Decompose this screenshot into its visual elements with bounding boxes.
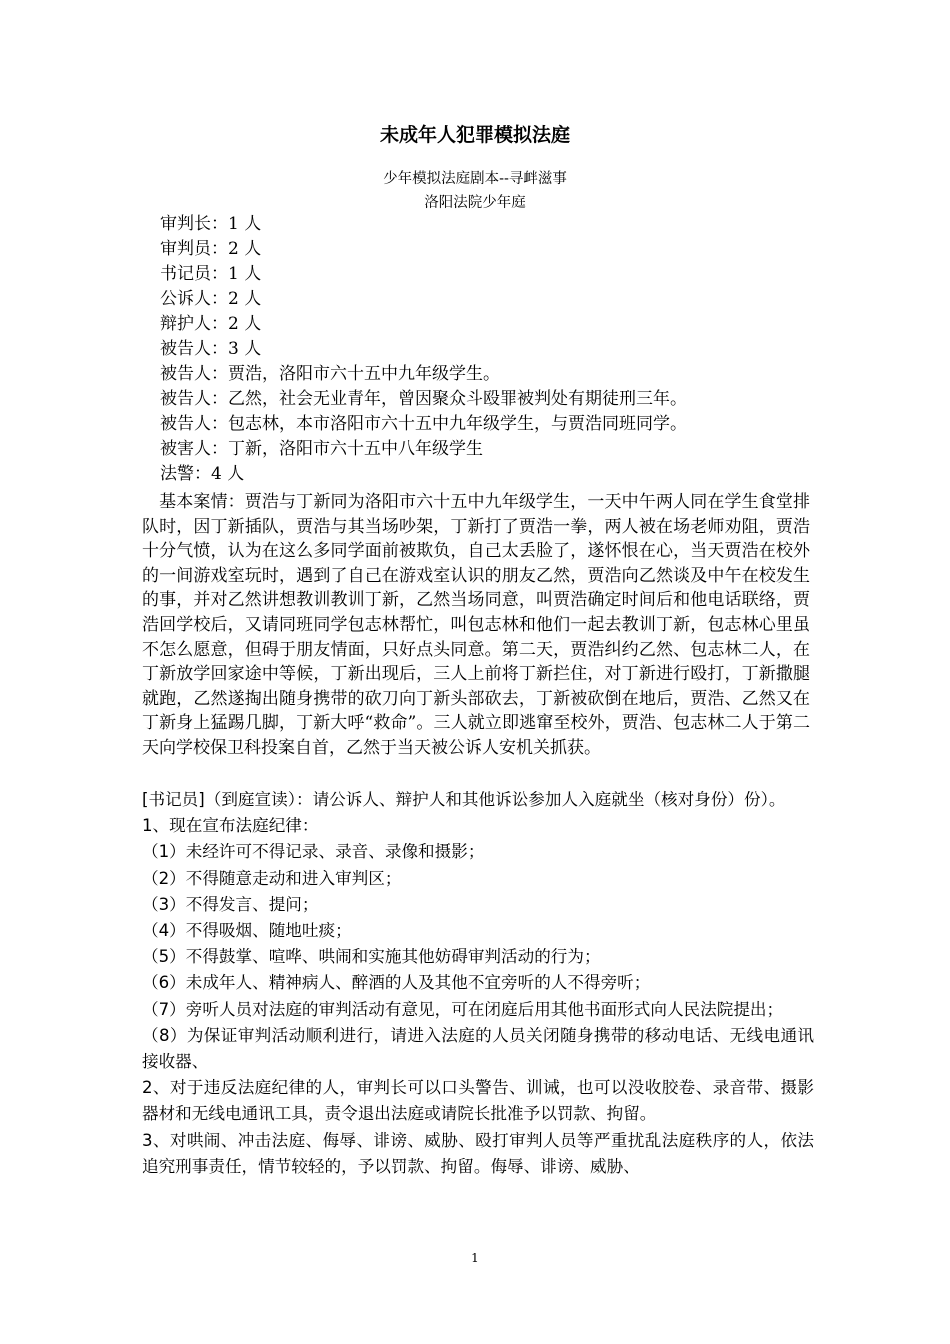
- document-title: 未成年人犯罪模拟法庭: [379, 124, 570, 146]
- procedure-paragraph: [书记员]（到庭宣读）：请公诉人、辩护人和其他诉讼参加人入庭就坐（核对身份）份）。: [142, 790, 786, 809]
- procedure-paragraph: 1、现在宣布法庭纪律：: [142, 816, 319, 836]
- procedure-paragraph: （8）为保证审判活动顺利进行，请进入法庭的人员关闭随身携带的移动电话、无线电通讯接收器、: [142, 1025, 814, 1072]
- procedure-paragraph: （5）不得鼓掌、喧哗、哄闹和实施其他妨碍审判活动的行为；: [142, 947, 601, 967]
- cast-item: 被害人：丁新，洛阳市六十五中八年级学生: [160, 439, 483, 459]
- cast-item: 辩护人：2 人: [160, 314, 262, 334]
- cast-item: 审判员：2 人: [160, 239, 262, 259]
- cast-item: 法警：4 人: [160, 464, 245, 484]
- procedure-paragraph: （2）不得随意走动和进入审判区；: [142, 868, 402, 888]
- procedure-paragraph: （7）旁听人员对法庭的审判活动有意见，可在闭庭后用其他书面形式向人民法院提出；: [142, 999, 784, 1019]
- cast-list: [160, 212, 687, 487]
- script-subtitle: 少年模拟法庭剧本--寻衅滋事: [383, 171, 567, 187]
- procedure-paragraph: （1）未经许可不得记录、录音、录像和摄影；: [142, 842, 485, 862]
- court-subtitle: 洛阳法院少年庭: [424, 195, 526, 211]
- cast-item: 书记员：1 人: [160, 264, 262, 284]
- court-procedure: [142, 787, 814, 1180]
- cast-item: 公诉人：2 人: [160, 289, 262, 309]
- cast-item: 审判长：1 人: [160, 214, 262, 234]
- cast-item: 被告人：3 人: [160, 339, 262, 359]
- procedure-paragraph: （6）未成年人、精神病人、醉酒的人及其他不宜旁听的人不得旁听；: [142, 973, 651, 993]
- cast-item: 被告人：乙然，社会无业青年，曾因聚众斗殴罪被判处有期徒刑三年。: [160, 389, 687, 409]
- procedure-paragraph: （4）不得吸烟、随地吐痰；: [142, 921, 352, 941]
- procedure-paragraph: （3）不得发言、提问；: [142, 894, 319, 914]
- procedure-paragraph: 3、对哄闹、冲击法庭、侮辱、诽谤、威胁、殴打审判人员等严重扰乱法庭秩序的人，依法追究刑事责任，情节较轻的，予以罚款、拘留。侮辱、诽谤、威胁、: [142, 1130, 814, 1176]
- cast-item: 被告人：包志林，本市洛阳市六十五中九年级学生，与贾浩同班同学。: [160, 414, 687, 434]
- cast-item: 被告人：贾浩，洛阳市六十五中九年级学生。: [160, 364, 500, 384]
- page-number: 1: [471, 1251, 479, 1265]
- procedure-paragraph: 2、对于违反法庭纪律的人，审判长可以口头警告、训诫，也可以没收胶卷、录音带、摄影器材和无线电通讯工具，责令退出法庭或请院长批准予以罚款、拘留。: [142, 1078, 814, 1124]
- case-summary-paragraph: 基本案情：贾浩与丁新同为洛阳市六十五中九年级学生，一天中午两人同在学生食堂排队时，因丁新插队，贾浩与其当场吵架，丁新打了贾浩一拳，两人被在场老师劝阻，贾浩十分气愤，认为在这么多同学面前被欺负，自己太丢脸了，遂怀恨在心，当天贾浩在校外的一间游戏室玩时，遇到了自己在游戏室认识的朋友乙然，贾浩向乙然谈及中午在校发生的事，并对乙然讲想教训教训丁新，乙然当场同意，叫贾浩确定时间后和他电话联络，贾浩回学校后，又请同班同学包志林帮忙，叫包志林和他们一起去教训丁新，包志林心里虽不怎么愿意，但碍于朋友情面，只好点头同意。第二天，贾浩纠约乙然、包志林二人，在丁新放学回家途中等候，丁新出现后，三人上前将丁新拦住，对丁新进行殴打，丁新撒腿就跑，乙然遂掏出随身携带的砍刀向丁新头部砍去，丁新被砍倒在地后，贾浩、乙然又在丁新身上猛踢几脚，丁新大呼“救命”。三人就立即逃窜至校外，贾浩、包志林二人于第二天向学校保卫科投案自首，乙然于当天被公诉人安机关抓获。: [142, 492, 810, 758]
